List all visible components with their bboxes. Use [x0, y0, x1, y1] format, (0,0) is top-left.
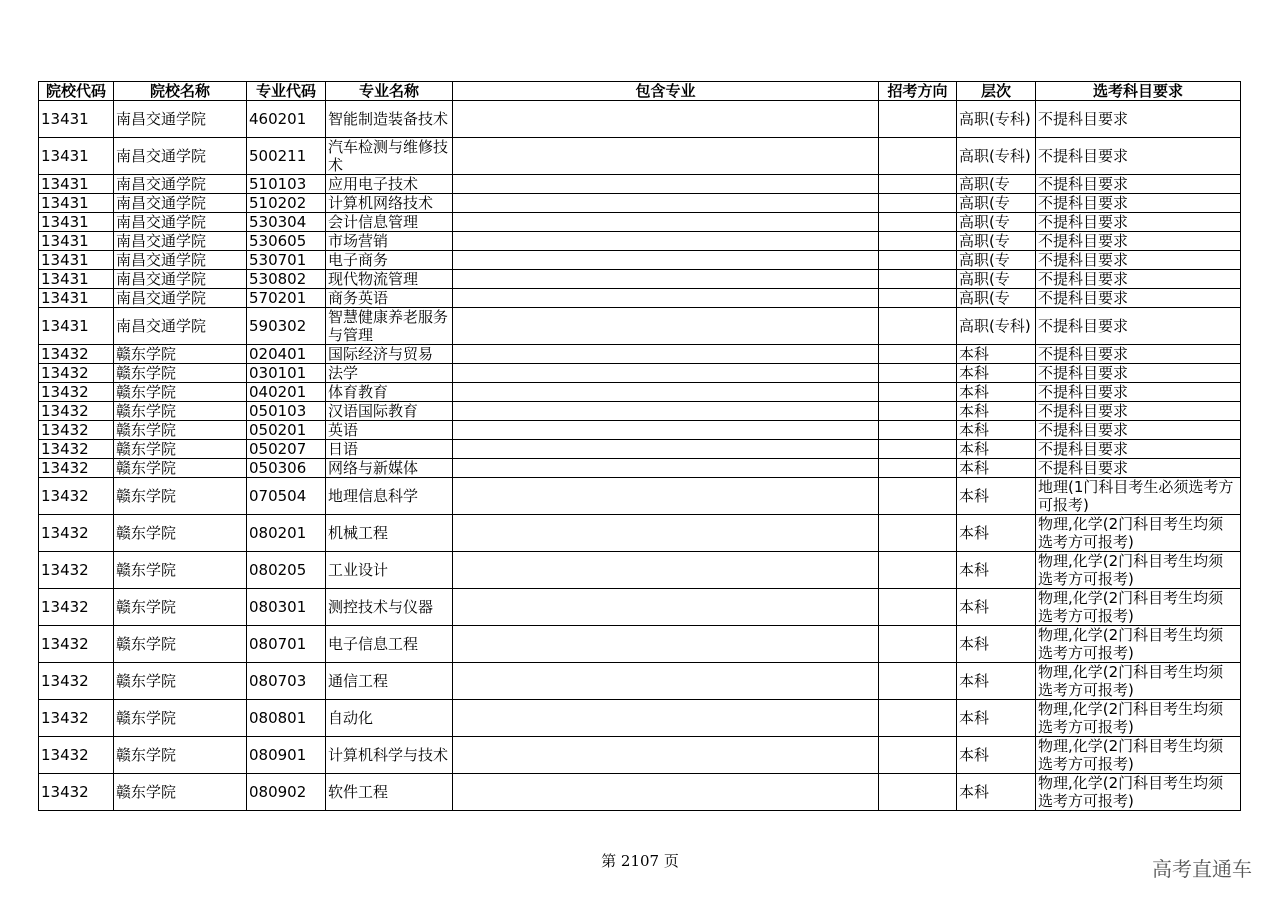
header-school-code: 院校代码	[39, 82, 114, 101]
table-body	[39, 101, 1241, 811]
table-row	[39, 194, 1241, 213]
direction-cell	[879, 383, 957, 402]
included-majors-cell	[453, 515, 879, 552]
major-code-cell: 510202	[247, 194, 326, 213]
direction-cell	[879, 308, 957, 345]
major-name-cell: 会计信息管理	[326, 213, 453, 232]
direction-cell	[879, 138, 957, 175]
school-code-cell: 13432	[39, 383, 114, 402]
major-name-cell: 日语	[326, 440, 453, 459]
subject-requirement-cell: 物理,化学(2门科目考生均须选考方可报考)	[1036, 589, 1241, 626]
included-majors-cell	[453, 270, 879, 289]
level-cell: 本科	[957, 345, 1036, 364]
direction-cell	[879, 515, 957, 552]
included-majors-cell	[453, 345, 879, 364]
subject-requirement-cell: 不提科目要求	[1036, 213, 1241, 232]
school-name-cell: 南昌交通学院	[114, 308, 247, 345]
table-row	[39, 270, 1241, 289]
school-code-cell: 13431	[39, 175, 114, 194]
level-cell: 本科	[957, 364, 1036, 383]
major-code-cell: 050207	[247, 440, 326, 459]
school-code-cell: 13432	[39, 626, 114, 663]
major-name-cell: 电子商务	[326, 251, 453, 270]
level-cell: 本科	[957, 663, 1036, 700]
included-majors-cell	[453, 774, 879, 811]
major-code-cell: 080301	[247, 589, 326, 626]
header-major-code: 专业代码	[247, 82, 326, 101]
subject-requirement-cell: 物理,化学(2门科目考生均须选考方可报考)	[1036, 774, 1241, 811]
subject-requirement-cell: 不提科目要求	[1036, 289, 1241, 308]
level-cell: 本科	[957, 552, 1036, 589]
school-name-cell: 南昌交通学院	[114, 251, 247, 270]
school-code-cell: 13432	[39, 663, 114, 700]
direction-cell	[879, 421, 957, 440]
direction-cell	[879, 663, 957, 700]
table-row	[39, 402, 1241, 421]
level-cell: 本科	[957, 402, 1036, 421]
level-cell: 高职(专科)	[957, 138, 1036, 175]
school-name-cell: 赣东学院	[114, 364, 247, 383]
major-code-cell: 590302	[247, 308, 326, 345]
major-name-cell: 汽车检测与维修技术	[326, 138, 453, 175]
table-row	[39, 175, 1241, 194]
subject-requirement-cell: 不提科目要求	[1036, 440, 1241, 459]
included-majors-cell	[453, 213, 879, 232]
school-name-cell: 赣东学院	[114, 478, 247, 515]
school-code-cell: 13432	[39, 440, 114, 459]
major-code-cell: 020401	[247, 345, 326, 364]
included-majors-cell	[453, 232, 879, 251]
school-name-cell: 南昌交通学院	[114, 194, 247, 213]
included-majors-cell	[453, 589, 879, 626]
table-row	[39, 289, 1241, 308]
included-majors-cell	[453, 289, 879, 308]
level-cell: 本科	[957, 459, 1036, 478]
included-majors-cell	[453, 175, 879, 194]
school-name-cell: 赣东学院	[114, 737, 247, 774]
direction-cell	[879, 737, 957, 774]
direction-cell	[879, 175, 957, 194]
level-cell: 本科	[957, 383, 1036, 402]
level-cell: 本科	[957, 515, 1036, 552]
table-row	[39, 101, 1241, 138]
school-name-cell: 赣东学院	[114, 515, 247, 552]
table-row	[39, 345, 1241, 364]
included-majors-cell	[453, 364, 879, 383]
major-name-cell: 汉语国际教育	[326, 402, 453, 421]
included-majors-cell	[453, 383, 879, 402]
subject-requirement-cell: 不提科目要求	[1036, 194, 1241, 213]
school-code-cell: 13432	[39, 552, 114, 589]
level-cell: 本科	[957, 440, 1036, 459]
major-code-cell: 500211	[247, 138, 326, 175]
direction-cell	[879, 478, 957, 515]
table-row	[39, 515, 1241, 552]
subject-requirement-cell: 不提科目要求	[1036, 138, 1241, 175]
major-code-cell: 530701	[247, 251, 326, 270]
level-cell: 本科	[957, 626, 1036, 663]
school-name-cell: 赣东学院	[114, 700, 247, 737]
subject-requirement-cell: 地理(1门科目考生必须选考方可报考)	[1036, 478, 1241, 515]
level-cell: 本科	[957, 774, 1036, 811]
major-code-cell: 080205	[247, 552, 326, 589]
major-code-cell: 570201	[247, 289, 326, 308]
school-code-cell: 13431	[39, 138, 114, 175]
direction-cell	[879, 251, 957, 270]
school-name-cell: 南昌交通学院	[114, 138, 247, 175]
major-code-cell: 040201	[247, 383, 326, 402]
school-name-cell: 南昌交通学院	[114, 232, 247, 251]
subject-requirement-cell: 不提科目要求	[1036, 175, 1241, 194]
table-row	[39, 478, 1241, 515]
level-cell: 高职(专	[957, 232, 1036, 251]
table-header-row	[39, 82, 1241, 101]
direction-cell	[879, 194, 957, 213]
major-name-cell: 英语	[326, 421, 453, 440]
header-school-name: 院校名称	[114, 82, 247, 101]
included-majors-cell	[453, 737, 879, 774]
major-name-cell: 软件工程	[326, 774, 453, 811]
table-row	[39, 138, 1241, 175]
school-code-cell: 13431	[39, 101, 114, 138]
school-code-cell: 13432	[39, 459, 114, 478]
major-code-cell: 080801	[247, 700, 326, 737]
major-code-cell: 530605	[247, 232, 326, 251]
included-majors-cell	[453, 421, 879, 440]
school-code-cell: 13431	[39, 270, 114, 289]
table-row	[39, 700, 1241, 737]
school-name-cell: 南昌交通学院	[114, 270, 247, 289]
major-name-cell: 法学	[326, 364, 453, 383]
school-name-cell: 赣东学院	[114, 552, 247, 589]
school-name-cell: 赣东学院	[114, 459, 247, 478]
direction-cell	[879, 774, 957, 811]
table-row	[39, 440, 1241, 459]
direction-cell	[879, 232, 957, 251]
included-majors-cell	[453, 251, 879, 270]
table-row	[39, 251, 1241, 270]
level-cell: 高职(专	[957, 270, 1036, 289]
included-majors-cell	[453, 663, 879, 700]
direction-cell	[879, 626, 957, 663]
direction-cell	[879, 364, 957, 383]
table-row	[39, 213, 1241, 232]
direction-cell	[879, 700, 957, 737]
header-subject-requirement: 选考科目要求	[1036, 82, 1241, 101]
school-name-cell: 赣东学院	[114, 383, 247, 402]
included-majors-cell	[453, 194, 879, 213]
subject-requirement-cell: 不提科目要求	[1036, 270, 1241, 289]
table-row	[39, 552, 1241, 589]
included-majors-cell	[453, 626, 879, 663]
page-number: 第 2107 页	[601, 852, 679, 870]
major-code-cell: 070504	[247, 478, 326, 515]
school-code-cell: 13432	[39, 737, 114, 774]
level-cell: 高职(专	[957, 251, 1036, 270]
level-cell: 高职(专科)	[957, 101, 1036, 138]
major-name-cell: 应用电子技术	[326, 175, 453, 194]
major-name-cell: 自动化	[326, 700, 453, 737]
level-cell: 高职(专	[957, 175, 1036, 194]
level-cell: 本科	[957, 737, 1036, 774]
level-cell: 高职(专科)	[957, 308, 1036, 345]
major-name-cell: 网络与新媒体	[326, 459, 453, 478]
school-name-cell: 赣东学院	[114, 589, 247, 626]
major-name-cell: 通信工程	[326, 663, 453, 700]
subject-requirement-cell: 不提科目要求	[1036, 383, 1241, 402]
school-name-cell: 赣东学院	[114, 421, 247, 440]
major-name-cell: 市场营销	[326, 232, 453, 251]
included-majors-cell	[453, 101, 879, 138]
school-code-cell: 13432	[39, 421, 114, 440]
included-majors-cell	[453, 552, 879, 589]
school-name-cell: 南昌交通学院	[114, 101, 247, 138]
subject-requirement-cell: 物理,化学(2门科目考生均须选考方可报考)	[1036, 737, 1241, 774]
major-name-cell: 国际经济与贸易	[326, 345, 453, 364]
admission-table	[38, 81, 1241, 811]
school-code-cell: 13431	[39, 213, 114, 232]
major-name-cell: 工业设计	[326, 552, 453, 589]
level-cell: 高职(专	[957, 213, 1036, 232]
subject-requirement-cell: 物理,化学(2门科目考生均须选考方可报考)	[1036, 626, 1241, 663]
school-name-cell: 赣东学院	[114, 440, 247, 459]
school-name-cell: 南昌交通学院	[114, 289, 247, 308]
major-name-cell: 体育教育	[326, 383, 453, 402]
subject-requirement-cell: 物理,化学(2门科目考生均须选考方可报考)	[1036, 515, 1241, 552]
school-code-cell: 13432	[39, 478, 114, 515]
subject-requirement-cell: 不提科目要求	[1036, 364, 1241, 383]
major-code-cell: 460201	[247, 101, 326, 138]
header-included-majors: 包含专业	[453, 82, 879, 101]
table-row	[39, 589, 1241, 626]
school-name-cell: 南昌交通学院	[114, 175, 247, 194]
major-code-cell: 080902	[247, 774, 326, 811]
table-row	[39, 459, 1241, 478]
level-cell: 本科	[957, 700, 1036, 737]
table-row	[39, 364, 1241, 383]
major-code-cell: 530802	[247, 270, 326, 289]
table-row	[39, 308, 1241, 345]
header-direction: 招考方向	[879, 82, 957, 101]
school-code-cell: 13431	[39, 251, 114, 270]
table-row	[39, 737, 1241, 774]
direction-cell	[879, 459, 957, 478]
major-name-cell: 智能制造装备技术	[326, 101, 453, 138]
included-majors-cell	[453, 138, 879, 175]
school-code-cell: 13431	[39, 289, 114, 308]
major-name-cell: 商务英语	[326, 289, 453, 308]
subject-requirement-cell: 物理,化学(2门科目考生均须选考方可报考)	[1036, 552, 1241, 589]
included-majors-cell	[453, 440, 879, 459]
level-cell: 本科	[957, 421, 1036, 440]
direction-cell	[879, 552, 957, 589]
table-row	[39, 421, 1241, 440]
school-code-cell: 13432	[39, 345, 114, 364]
major-name-cell: 机械工程	[326, 515, 453, 552]
header-major-name: 专业名称	[326, 82, 453, 101]
header-level: 层次	[957, 82, 1036, 101]
major-name-cell: 计算机科学与技术	[326, 737, 453, 774]
major-name-cell: 电子信息工程	[326, 626, 453, 663]
direction-cell	[879, 402, 957, 421]
major-code-cell: 050103	[247, 402, 326, 421]
level-cell: 本科	[957, 589, 1036, 626]
subject-requirement-cell: 不提科目要求	[1036, 421, 1241, 440]
direction-cell	[879, 270, 957, 289]
school-name-cell: 南昌交通学院	[114, 213, 247, 232]
major-name-cell: 计算机网络技术	[326, 194, 453, 213]
school-code-cell: 13431	[39, 232, 114, 251]
major-name-cell: 现代物流管理	[326, 270, 453, 289]
subject-requirement-cell: 不提科目要求	[1036, 402, 1241, 421]
major-code-cell: 510103	[247, 175, 326, 194]
level-cell: 高职(专	[957, 289, 1036, 308]
level-cell: 高职(专	[957, 194, 1036, 213]
included-majors-cell	[453, 459, 879, 478]
major-code-cell: 030101	[247, 364, 326, 383]
school-name-cell: 赣东学院	[114, 663, 247, 700]
school-name-cell: 赣东学院	[114, 402, 247, 421]
major-name-cell: 测控技术与仪器	[326, 589, 453, 626]
included-majors-cell	[453, 402, 879, 421]
table-row	[39, 663, 1241, 700]
major-code-cell: 080901	[247, 737, 326, 774]
subject-requirement-cell: 不提科目要求	[1036, 459, 1241, 478]
school-code-cell: 13432	[39, 364, 114, 383]
table-row	[39, 232, 1241, 251]
school-code-cell: 13432	[39, 700, 114, 737]
subject-requirement-cell: 不提科目要求	[1036, 308, 1241, 345]
school-code-cell: 13431	[39, 308, 114, 345]
major-code-cell: 050306	[247, 459, 326, 478]
school-code-cell: 13432	[39, 589, 114, 626]
direction-cell	[879, 289, 957, 308]
watermark: 高考直通车	[1152, 857, 1252, 881]
subject-requirement-cell: 不提科目要求	[1036, 345, 1241, 364]
school-name-cell: 赣东学院	[114, 345, 247, 364]
school-name-cell: 赣东学院	[114, 774, 247, 811]
subject-requirement-cell: 物理,化学(2门科目考生均须选考方可报考)	[1036, 663, 1241, 700]
direction-cell	[879, 213, 957, 232]
direction-cell	[879, 345, 957, 364]
included-majors-cell	[453, 308, 879, 345]
major-name-cell: 智慧健康养老服务与管理	[326, 308, 453, 345]
major-code-cell: 080201	[247, 515, 326, 552]
major-code-cell: 530304	[247, 213, 326, 232]
direction-cell	[879, 101, 957, 138]
school-code-cell: 13431	[39, 194, 114, 213]
school-code-cell: 13432	[39, 515, 114, 552]
major-code-cell: 080703	[247, 663, 326, 700]
level-cell: 本科	[957, 478, 1036, 515]
table-row	[39, 626, 1241, 663]
subject-requirement-cell: 不提科目要求	[1036, 251, 1241, 270]
school-code-cell: 13432	[39, 774, 114, 811]
major-name-cell: 地理信息科学	[326, 478, 453, 515]
table-row	[39, 774, 1241, 811]
table-row	[39, 383, 1241, 402]
included-majors-cell	[453, 478, 879, 515]
direction-cell	[879, 440, 957, 459]
subject-requirement-cell: 不提科目要求	[1036, 101, 1241, 138]
major-code-cell: 080701	[247, 626, 326, 663]
direction-cell	[879, 589, 957, 626]
school-code-cell: 13432	[39, 402, 114, 421]
included-majors-cell	[453, 700, 879, 737]
major-code-cell: 050201	[247, 421, 326, 440]
subject-requirement-cell: 不提科目要求	[1036, 232, 1241, 251]
subject-requirement-cell: 物理,化学(2门科目考生均须选考方可报考)	[1036, 700, 1241, 737]
school-name-cell: 赣东学院	[114, 626, 247, 663]
